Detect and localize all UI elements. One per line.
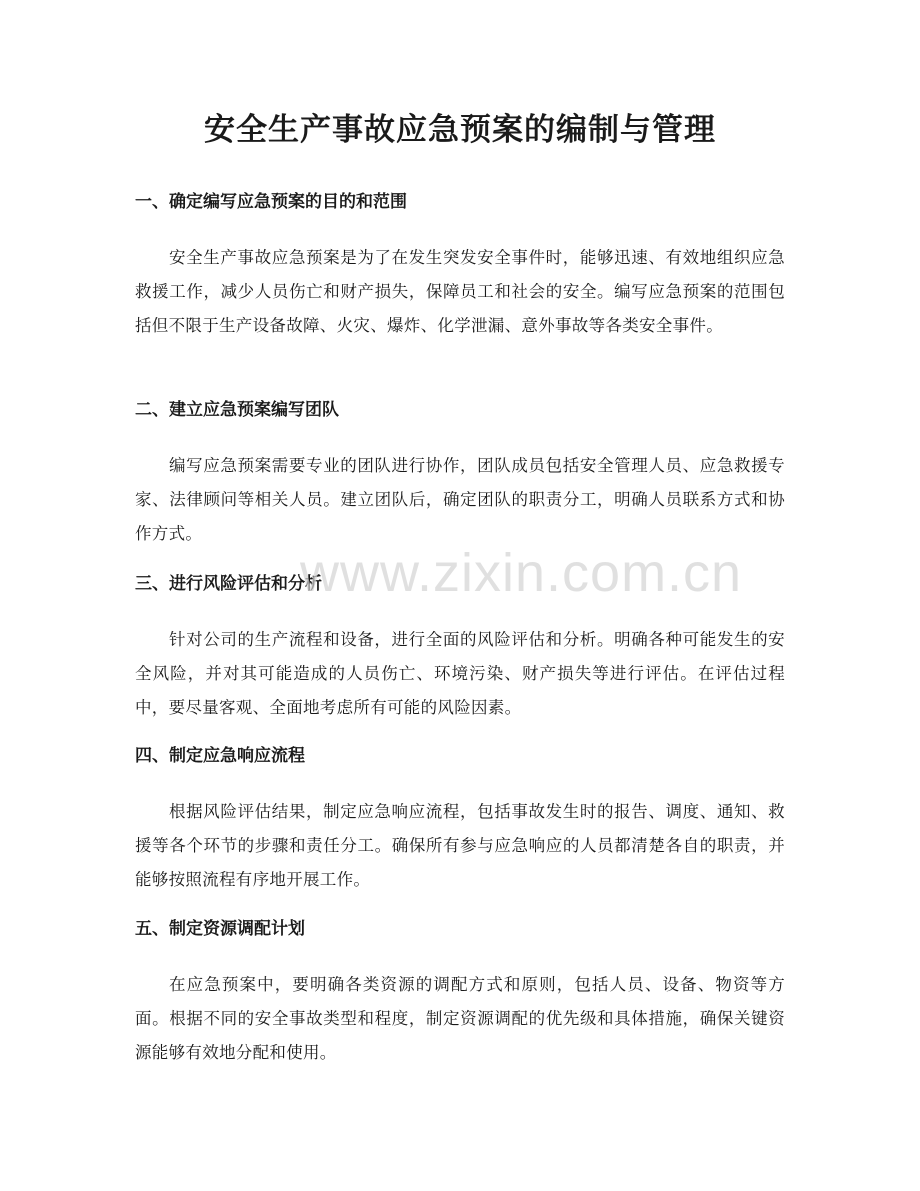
- section-response-process: [135, 743, 785, 897]
- section-heading: 一、确定编写应急预案的目的和范围: [135, 192, 407, 212]
- section-risk-assessment: [135, 571, 785, 725]
- section-body: 编写应急预案需要专业的团队进行协作，团队成员包括安全管理人员、应急救援专家、法律顾问等相关人员。建立团队后，确定团队的职责分工，明确人员联系方式和协作方式。: [135, 456, 785, 543]
- section-team: [135, 397, 785, 551]
- watermark-text: www.zixin.com.cn: [300, 543, 743, 603]
- section-heading: 五、制定资源调配计划: [135, 919, 305, 939]
- section-body: 在应急预案中，要明确各类资源的调配方式和原则，包括人员、设备、物资等方面。根据不同的安全事故类型和程度，制定资源调配的优先级和具体措施，确保关键资源能够有效地分配和使用。: [135, 975, 785, 1062]
- section-heading: 三、进行风险评估和分析: [135, 574, 322, 594]
- section-body: 针对公司的生产流程和设备，进行全面的风险评估和分析。明确各种可能发生的安全风险，并对其可能造成的人员伤亡、环境污染、财产损失等进行评估。在评估过程中，要尽量客观、全面地考虑所有可能的风险因素。: [135, 630, 785, 717]
- section-heading: 二、建立应急预案编写团队: [135, 400, 339, 420]
- section-body: 安全生产事故应急预案是为了在发生突发安全事件时，能够迅速、有效地组织应急救援工作，减少人员伤亡和财产损失，保障员工和社会的安全。编写应急预案的范围包括但不限于生产设备故障、火灾、爆炸、化学泄漏、意外事故等各类安全事件。: [135, 248, 785, 335]
- section-heading: 四、制定应急响应流程: [135, 746, 305, 766]
- section-purpose-scope: [135, 189, 785, 343]
- document-title: 安全生产事故应急预案的编制与管理: [204, 112, 716, 148]
- section-body: 根据风险评估结果，制定应急响应流程，包括事故发生时的报告、调度、通知、救援等各个环节的步骤和责任分工。确保所有参与应急响应的人员都清楚各自的职责，并能够按照流程有序地开展工作。: [135, 802, 785, 889]
- section-resource-allocation: [135, 916, 785, 1070]
